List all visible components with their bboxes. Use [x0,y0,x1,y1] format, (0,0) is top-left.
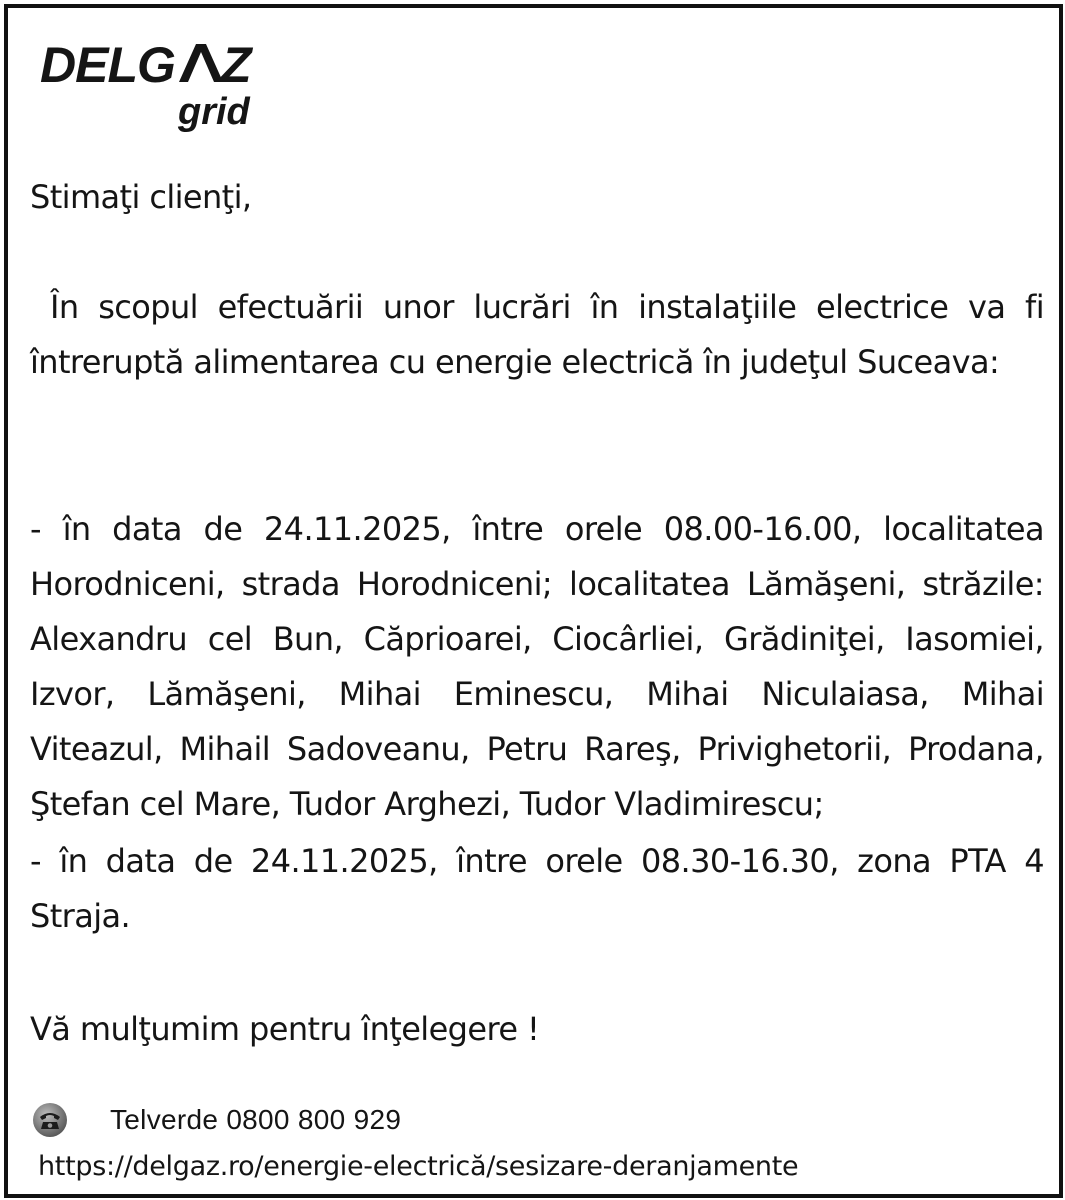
telephone-icon [32,1102,68,1138]
greeting-text: Stimaţi clienţi, [30,178,252,216]
phone-row [32,1100,401,1140]
delgaz-grid-logo [38,38,278,134]
svg-text:Z: Z [221,38,251,93]
notice-frame [4,4,1063,1198]
closing-text: Vă mulţumim pentru înţelegere ! [30,1010,540,1048]
phone-number: Telverde 0800 800 929 [110,1104,402,1135]
logo-graphic [38,38,278,134]
svg-text:grid: grid [178,91,250,133]
outage-item-straja: - în data de 24.11.2025, între orele 08.30-16.30, zona PTA 4 Straja. [30,842,1044,935]
intro-paragraph: În scopul efectuării unor lucrări în instalaţiile electrice va fi întreruptă alimentarea cu energie electrică în judeţul Suceava: [30,288,1044,381]
outage-item-horodniceni: - în data de 24.11.2025, între orele 08.00-16.00, localitatea Horodniceni, strada Horodniceni; localitatea Lămăşeni, străzile: Alexandru cel Bun, Căprioarei, Ciocârliei, Grădiniţei, Iasomiei, Izvor, Lămăşeni, Mihai Eminescu, Mihai Niculaiasa, Mihai Viteazul, Mihail Sadoveanu, Petru Rareş, Privighetorii, Prodana, Ştefan cel Mare, Tudor Arghezi, Tudor Vladimirescu; [30,510,1044,823]
svg-text:DELG: DELG [40,38,175,93]
website-link[interactable]: https://delgaz.ro/energie-electrică/sesizare-deranjamente [38,1151,799,1182]
